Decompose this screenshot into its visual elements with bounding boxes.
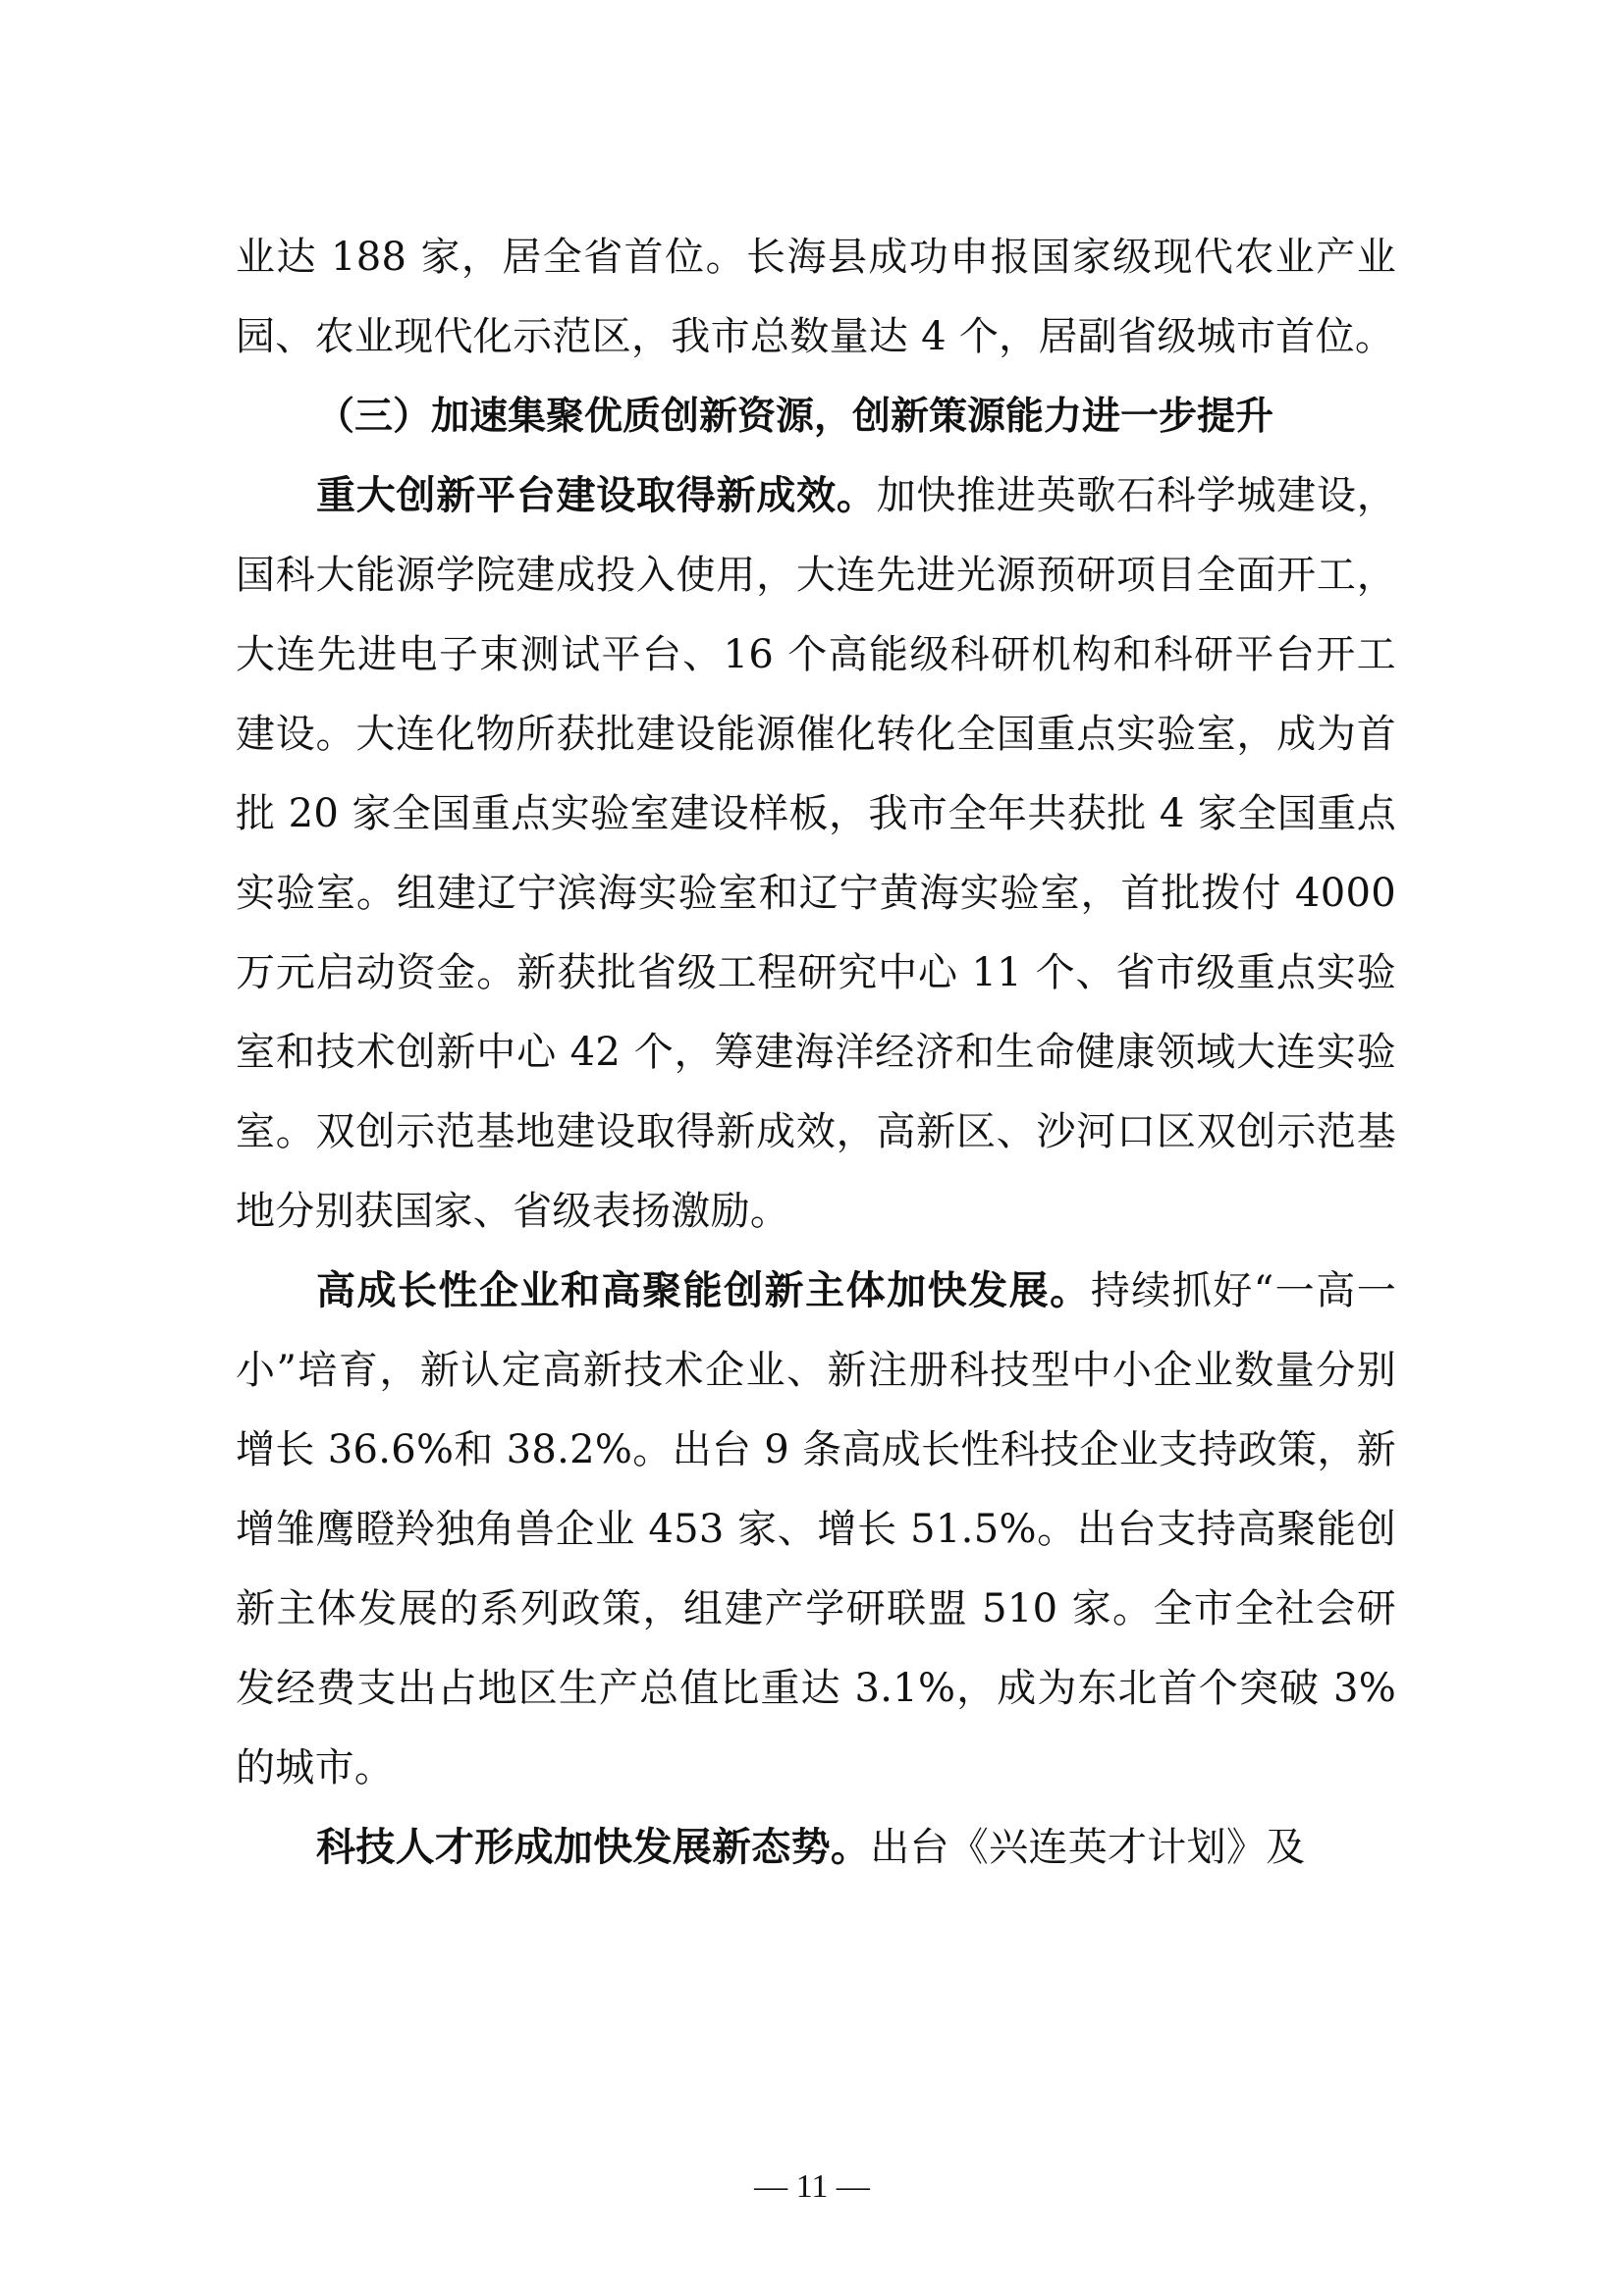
paragraph-text: 业达 188 家，居全省首位。长海县成功申报国家级现代农业产业园、农业现代化示范区，我市总数量达 4 个，居副省级城市首位。 bbox=[236, 235, 1396, 359]
document-page bbox=[236, 218, 1396, 1888]
section-heading: （三）加速集聚优质创新资源，创新策源能力进一步提升 bbox=[316, 395, 1274, 439]
paragraph-text: 持续抓好“一高一小”培育，新认定高新技术企业、新注册科技型中小企业数量分别增长 36.6%和 38.2%。出台 9 条高成长性科技企业支持政策，新增雏鹰瞪羚独角兽企业 453 家、增长 51.5%。出台支持高聚能创新主体发展的系列政策，组建产学研联盟 510 家。全市全社会研发经费支出占地区生产总值比重达 3.1%，成为东北首个突破 3%的城市。 bbox=[236, 1268, 1397, 1790]
paragraph-text: 加快推进英歌石科学城建设，国科大能源学院建成投入使用，大连先进光源预研项目全面开工，大连先进电子束测试平台、16 个高能级科研机构和科研平台开工建设。大连化物所获批建设能源催化转化全国重点实验室，成为首批 20 家全国重点实验室建设样板，我市全年共获批 4 家全国重点实验室。组建辽宁滨海实验室和辽宁黄海实验室，首批拨付 4000 万元启动资金。新获批省级工程研究中心 11 个、省市级重点实验室和技术创新中心 42 个，筹建海洋经济和生命健康领域大连实验室。双创示范基地建设取得新成效，高新区、沙河口区双创示范基地分别获国家、省级表扬激励。 bbox=[236, 473, 1396, 1234]
paragraph-text: 出台《兴连英才计划》及 bbox=[870, 1825, 1306, 1870]
paragraph-lead: 科技人才形成加快发展新态势。 bbox=[316, 1825, 871, 1870]
paragraph-continuation bbox=[236, 218, 1396, 377]
paragraph-high-growth-enterprises bbox=[236, 1252, 1396, 1808]
paragraph-innovation-platforms bbox=[236, 456, 1396, 1252]
page-number: — 11 — bbox=[754, 2168, 870, 2205]
paragraph-tech-talent bbox=[236, 1808, 1396, 1888]
paragraph-lead: 重大创新平台建设取得新成效。 bbox=[316, 473, 877, 518]
paragraph-lead: 高成长性企业和高聚能创新主体加快发展。 bbox=[316, 1268, 1091, 1313]
